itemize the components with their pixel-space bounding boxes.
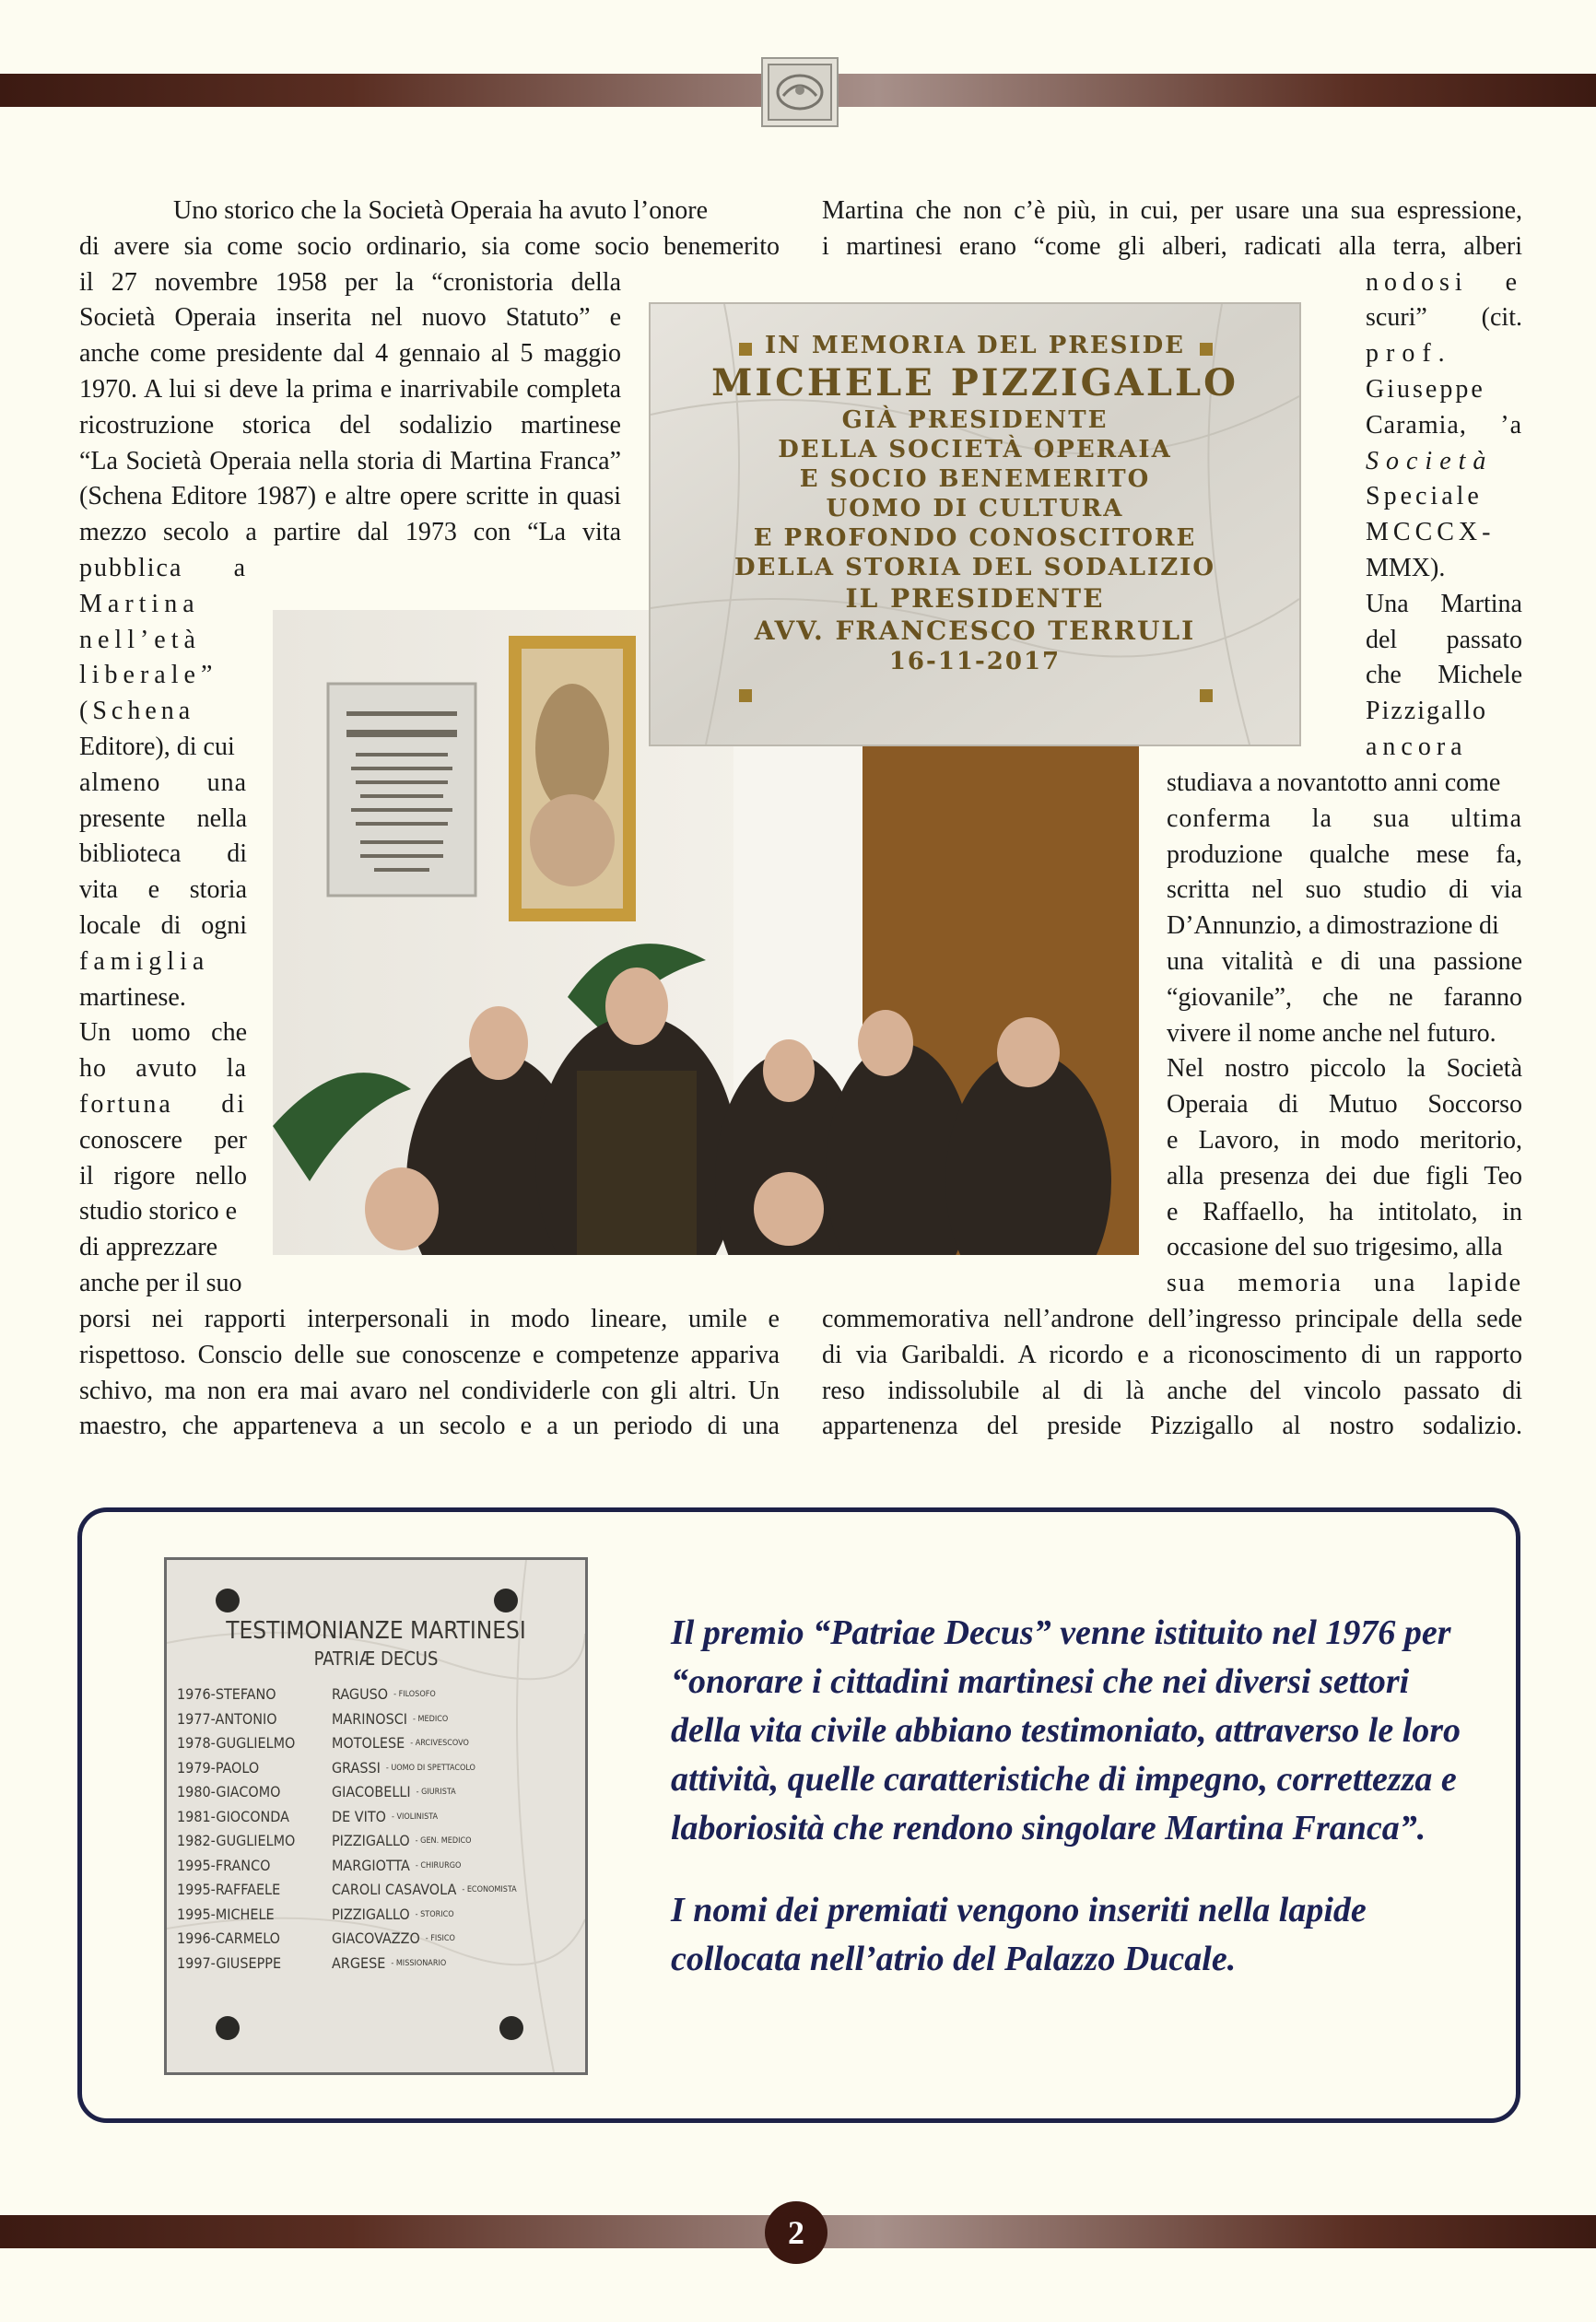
text-line: conoscere per xyxy=(79,1125,247,1155)
page-number: 2 xyxy=(765,2201,827,2264)
stone-row xyxy=(177,1903,588,1928)
text-line: Operaia di Mutuo Soccorso xyxy=(1167,1090,1522,1120)
text-line: rispettoso. Conscio delle sue conoscenze e competenze appariva xyxy=(79,1340,780,1369)
stone-row-role: - UOMO DI SPETTACOLO xyxy=(385,1763,475,1773)
stone-row-year-first: 1996-CARMELO xyxy=(177,1929,281,1947)
text-line: studiava a novantotto anni come xyxy=(1167,768,1501,797)
stone-row-role: - STORICO xyxy=(415,1909,454,1919)
stone-row xyxy=(177,1756,588,1781)
text-line: Una Martina xyxy=(1366,589,1522,618)
stone-row-role: - CHIRURGO xyxy=(415,1860,462,1870)
text-line: e Lavoro, in modo meritorio, xyxy=(1167,1125,1522,1155)
text-line: e Raffaello, ha intitolato, in xyxy=(1167,1197,1522,1226)
text-line: il rigore nello xyxy=(79,1161,247,1190)
quote-paragraph-1: Il premio “Patriae Decus” venne istituito nel 1976 per “onorare i cittadini martinesi che nei diversi settori della vita civile abbiano testimoniato, attraverso le loro attività, quelle caratteristiche di impegno, correttezza e laboriosità che rendono singolare Martina Franca”. xyxy=(671,1613,1461,1847)
text-line: ho avuto la xyxy=(79,1054,247,1084)
text-line: una vitalità e di una passione xyxy=(1167,946,1522,976)
stone-title: TESTIMONIANZE MARTINESI xyxy=(226,1617,526,1645)
text-line: maestro, che apparteneva a un secolo e a un periodo di una xyxy=(79,1412,780,1441)
plaque-line: UOMO DI CULTURA xyxy=(826,495,1124,522)
stone-row xyxy=(177,1829,588,1854)
text-line: “giovanile”, che ne faranno xyxy=(1167,982,1522,1012)
quote-paragraph-2: I nomi dei premiati vengono inseriti nella lapide collocata nell’atrio del Palazzo Ducale. xyxy=(671,1891,1367,1978)
text-line: porsi nei rapporti interpersonali in modo lineare, umile e xyxy=(79,1305,780,1333)
text-line: sua memoria una lapide xyxy=(1167,1269,1522,1298)
text-line: Uno storico che la Società Operaia ha avuto l’onore xyxy=(173,196,709,225)
text-line: di apprezzare xyxy=(79,1233,217,1262)
text-line: Editore), di cui xyxy=(79,732,235,761)
stone-row-role: - ECONOMISTA xyxy=(462,1885,517,1894)
stone-row xyxy=(177,1707,588,1732)
plaque-line: E PROFONDO CONOSCITORE xyxy=(753,524,1197,552)
text-line: studio storico e xyxy=(79,1197,238,1226)
text-line: Società Operaia inserita nel nuovo Statuto” e xyxy=(79,303,621,333)
text-line: Caramia, ’a xyxy=(1366,410,1522,440)
text-line: schivo, ma non era mai avaro nel condividerle con gli altri. Un xyxy=(79,1376,780,1405)
stone-rows xyxy=(164,1683,588,1976)
plaque-line: DELLA STORIA DEL SODALIZIO xyxy=(734,554,1215,581)
stone-row-role: - GEN. MEDICO xyxy=(415,1836,472,1846)
stone-row-year-first: 1977-ANTONIO xyxy=(177,1709,277,1728)
text-line: mezzo secolo a partire dal 1973 con “La vita xyxy=(79,518,621,547)
stone-row-year-first: 1997-GIUSEPPE xyxy=(177,1953,282,1972)
text-line: Giuseppe xyxy=(1366,374,1485,404)
text-line: Speciale xyxy=(1366,482,1483,511)
society-emblem-icon xyxy=(761,57,839,127)
patriae-decus-quote xyxy=(671,1609,1463,2017)
text-line: Società xyxy=(1366,446,1494,475)
plaque-line: DELLA SOCIETÀ OPERAIA xyxy=(778,436,1172,463)
text-line: reso indissolubile al di là anche del vincolo passato di xyxy=(822,1376,1522,1405)
text-line: i martinesi erano “come gli alberi, radicati alla terra, alberi xyxy=(822,231,1522,261)
text-line: fortuna di xyxy=(79,1089,247,1119)
text-line: 1970. A lui si deve la prima e inarrivabile completa xyxy=(79,374,621,404)
plaque-line: E SOCIO BENEMERITO xyxy=(799,465,1151,493)
stone-row-last: GRASSI xyxy=(332,1758,381,1777)
text-line: nell’età xyxy=(79,625,201,654)
text-line: Nel nostro piccolo la Società xyxy=(1167,1054,1522,1084)
text-line: vita e storia xyxy=(79,875,247,905)
article-right-bottom xyxy=(822,1302,1522,1445)
stone-row-last: GIACOVAZZO xyxy=(332,1929,420,1947)
stone-row-role: - FILOSOFO xyxy=(393,1690,436,1699)
stone-row-role: - GIURISTA xyxy=(416,1788,456,1797)
text-line: pubblica a xyxy=(79,554,247,582)
stone-row xyxy=(177,1952,588,1976)
text-line: commemorativa nell’androne dell’ingresso principale della sede xyxy=(822,1305,1522,1333)
article-left-bottom xyxy=(79,1302,780,1445)
stone-row-year-first: 1995-MICHELE xyxy=(177,1905,275,1923)
stone-row-last: ARGESE xyxy=(332,1953,386,1972)
text-line: occasione del suo trigesimo, alla xyxy=(1167,1233,1503,1262)
text-line: del passato xyxy=(1366,625,1522,654)
text-line: vivere il nome anche nel futuro. xyxy=(1167,1018,1496,1048)
stone-row xyxy=(177,1731,588,1756)
text-line: presente nella xyxy=(79,803,247,833)
text-line: di via Garibaldi. A ricordo e a riconoscimento di un rapporto xyxy=(822,1340,1522,1369)
text-line: anche per il suo xyxy=(79,1268,242,1297)
stone-row-year-first: 1995-FRANCO xyxy=(177,1856,271,1874)
text-line: anche come presidente dal 4 gennaio al 5 maggio xyxy=(79,339,621,369)
stone-row-year-first: 1995-RAFFAELE xyxy=(177,1881,281,1898)
text-line: nodosi e xyxy=(1366,267,1522,297)
stone-row-role: - MEDICO xyxy=(413,1714,449,1724)
text-line: alla presenza dei due figli Teo xyxy=(1167,1161,1522,1190)
stone-row xyxy=(177,1927,588,1952)
stone-row-last: DE VITO xyxy=(332,1807,386,1825)
stone-row-last: MOTOLESE xyxy=(332,1734,405,1752)
text-line: prof. xyxy=(1366,339,1452,369)
text-line: locale di ogni xyxy=(79,910,247,940)
text-line: scuri” (cit. xyxy=(1366,303,1522,333)
text-line: produzione qualche mese fa, xyxy=(1167,839,1522,869)
stone-row-role: - VIOLINISTA xyxy=(391,1812,439,1822)
text-line: famiglia xyxy=(79,946,210,976)
stone-row-last: PIZZIGALLO xyxy=(332,1832,410,1849)
text-line: appartenenza del preside Pizzigallo al nostro sodalizio. xyxy=(822,1412,1522,1441)
text-line: il 27 novembre 1958 per la “cronistoria della xyxy=(79,267,621,297)
stone-row-role: - MISSIONARIO xyxy=(391,1958,447,1968)
plaque-line: IL PRESIDENTE xyxy=(845,583,1105,614)
stone-row-last: CAROLI CASAVOLA xyxy=(332,1881,457,1898)
text-line: liberale” xyxy=(79,661,218,690)
text-line: “La Società Operaia nella storia di Martina Franca” xyxy=(79,446,621,475)
plaque-line: 16-11-2017 xyxy=(888,648,1062,675)
text-line: almeno una xyxy=(79,768,247,797)
stone-row-year-first: 1979-PAOLO xyxy=(177,1758,260,1777)
plaque-line: IN MEMORIA DEL PRESIDE xyxy=(765,332,1185,359)
article-right-mid xyxy=(1167,766,1522,1302)
stone-row-year-first: 1978-GUGLIELMO xyxy=(177,1734,296,1752)
stone-row xyxy=(177,1805,588,1830)
text-line: Pizzigallo xyxy=(1366,697,1487,726)
stone-row xyxy=(177,1878,588,1903)
text-line: che Michele xyxy=(1366,661,1522,690)
text-line: Martina che non c’è più, in cui, per usare una sua espressione, xyxy=(822,196,1522,225)
text-line: D’Annunzio, a dimostrazione di xyxy=(1167,911,1499,941)
article-right-top xyxy=(822,194,1522,265)
text-line: ricostruzione storica del sodalizio martinese xyxy=(79,410,621,440)
text-line: conferma la sua ultima xyxy=(1167,803,1522,833)
stone-row-year-first: 1981-GIOCONDA xyxy=(177,1807,289,1825)
article-left-narrow xyxy=(79,551,247,1302)
text-line: martinese. xyxy=(79,982,186,1012)
article-left-top xyxy=(79,194,780,265)
text-line: ancora xyxy=(1366,732,1468,761)
stone-row-year-first: 1976-STEFANO xyxy=(177,1685,276,1703)
stone-row-year-first: 1980-GIACOMO xyxy=(177,1783,281,1800)
stone-row xyxy=(177,1780,588,1805)
plaque-line: AVV. FRANCESCO TERRULI xyxy=(754,616,1196,646)
stone-row-last: MARINOSCI xyxy=(332,1709,408,1728)
text-line: MMX). xyxy=(1366,553,1446,582)
stone-row-role: - FISICO xyxy=(425,1934,455,1943)
text-line: biblioteca di xyxy=(79,839,247,869)
article-right-narrow xyxy=(1366,265,1522,766)
stone-row xyxy=(177,1683,588,1707)
text-line: (Schena xyxy=(79,697,195,726)
stone-row-last: PIZZIGALLO xyxy=(332,1905,410,1923)
text-line: scritta nel suo studio di via xyxy=(1167,875,1522,905)
plaque-line: MICHELE PIZZIGALLO xyxy=(711,361,1238,405)
stone-row-last: RAGUSO xyxy=(332,1685,389,1703)
stone-text xyxy=(164,1616,588,1976)
stone-row-year-first: 1982-GUGLIELMO xyxy=(177,1832,296,1849)
text-line: di avere sia come socio ordinario, sia come socio benemerito xyxy=(79,231,780,261)
stone-subtitle: PATRIÆ DECUS xyxy=(313,1648,439,1670)
plaque-text xyxy=(651,330,1299,676)
stone-row-last: MARGIOTTA xyxy=(332,1856,410,1874)
plaque-line: GIÀ PRESIDENTE xyxy=(841,406,1109,434)
text-line: Martina xyxy=(79,589,200,618)
text-line: (Schena Editore 1987) e altre opere scritte in quasi xyxy=(79,482,621,511)
text-line: Un uomo che xyxy=(79,1018,247,1048)
text-line: MCCCX- xyxy=(1366,518,1496,547)
stone-row-role: - ARCIVESCOVO xyxy=(410,1739,469,1748)
article-left-wrap xyxy=(79,265,621,551)
stone-row-last: GIACOBELLI xyxy=(332,1783,411,1800)
stone-row xyxy=(177,1854,588,1879)
